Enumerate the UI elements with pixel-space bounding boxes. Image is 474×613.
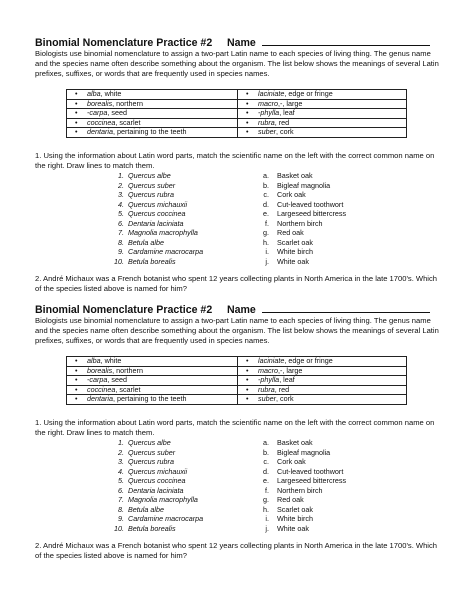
scientific-name: Quercus rubra bbox=[128, 190, 174, 199]
answer-letter: b. bbox=[263, 447, 269, 457]
answer-letter: f. bbox=[265, 485, 269, 495]
match-number: 3. bbox=[118, 457, 124, 466]
question-2: 2. André Michaux was a French botanist who spent 12 years collecting plants in North America in the late 1700's. Which of the species listed above is named for him? bbox=[35, 274, 438, 293]
question-2: 2. André Michaux was a French botanist who spent 12 years collecting plants in North America in the late 1700's. Which of the species listed above is named for him? bbox=[35, 541, 438, 560]
answer-letter: a. bbox=[263, 438, 269, 447]
worksheet-title bbox=[35, 36, 430, 49]
term-meaning: , edge or fringe bbox=[284, 89, 333, 98]
common-name: White oak bbox=[277, 256, 309, 266]
latin-term: -phylla bbox=[258, 375, 280, 384]
term-meaning: , leaf bbox=[279, 108, 295, 117]
bullet-icon: • bbox=[75, 89, 78, 98]
latin-term: rubra bbox=[258, 384, 275, 394]
name-blank[interactable] bbox=[262, 303, 430, 313]
bullet-icon: • bbox=[75, 108, 78, 117]
answer-letter: b. bbox=[263, 180, 269, 190]
bullet-icon: • bbox=[246, 394, 249, 403]
match-number: 5. bbox=[118, 476, 124, 485]
common-name: White birch bbox=[277, 514, 313, 523]
match-number: 8. bbox=[118, 237, 124, 247]
answer-letter: g. bbox=[263, 495, 269, 504]
scientific-name: Magnolia macrophylla bbox=[128, 495, 198, 504]
scientific-name: Quercus coccinea bbox=[128, 476, 186, 485]
common-name: Bigleaf magnolia bbox=[277, 447, 331, 457]
match-row bbox=[111, 457, 411, 467]
common-name: Scarlet oak bbox=[277, 237, 313, 247]
scientific-name: Quercus suber bbox=[128, 447, 176, 457]
latin-term: coccinea bbox=[87, 384, 116, 394]
bullet-icon: • bbox=[246, 108, 249, 117]
common-name: White oak bbox=[277, 523, 309, 533]
bullet-icon: • bbox=[246, 98, 249, 108]
scientific-name: Magnolia macrophylla bbox=[128, 228, 198, 237]
answer-letter: a. bbox=[263, 171, 269, 180]
common-name: Basket oak bbox=[277, 171, 313, 180]
answer-letter: j. bbox=[265, 256, 269, 266]
term-meaning: , northern bbox=[112, 365, 143, 375]
answer-letter: i. bbox=[265, 247, 269, 256]
scientific-name: Quercus michauxii bbox=[128, 199, 188, 209]
word-part-cell-right bbox=[238, 395, 407, 405]
matching-list bbox=[111, 171, 411, 266]
match-row bbox=[111, 247, 411, 257]
term-meaning: , white bbox=[100, 356, 122, 365]
latin-term: alba bbox=[87, 89, 101, 98]
answer-letter: j. bbox=[265, 523, 269, 533]
term-meaning: , edge or fringe bbox=[284, 356, 333, 365]
match-row bbox=[111, 495, 411, 505]
common-name: Red oak bbox=[277, 228, 304, 237]
common-name: Basket oak bbox=[277, 438, 313, 447]
word-part-row bbox=[67, 395, 407, 405]
common-name: Cork oak bbox=[277, 190, 306, 199]
term-meaning: , scarlet bbox=[115, 117, 141, 127]
term-meaning: , cork bbox=[275, 394, 294, 403]
common-name: Bigleaf magnolia bbox=[277, 180, 331, 190]
answer-letter: e. bbox=[263, 209, 269, 218]
latin-term: rubra bbox=[258, 117, 275, 127]
answer-letter: d. bbox=[263, 466, 269, 476]
name-label: Name bbox=[226, 37, 256, 49]
term-meaning: , red bbox=[274, 384, 290, 394]
match-number: 7. bbox=[118, 495, 124, 504]
match-row bbox=[111, 190, 411, 200]
intro-paragraph: Biologists use binomial nomenclature to assign a two-part Latin name to each species of living thing. The genus name and the species name often describe something about the organism. The list below shows the meanings of several Latin prefixes, suffixes, or words that are frequently used in species names. bbox=[35, 316, 439, 345]
scientific-name: Dentaria laciniata bbox=[128, 485, 184, 495]
bullet-icon: • bbox=[75, 356, 78, 365]
bullet-icon: • bbox=[246, 117, 249, 127]
latin-term: laciniate bbox=[258, 89, 285, 98]
bullet-icon: • bbox=[246, 127, 249, 136]
match-row bbox=[111, 486, 411, 496]
scientific-name: Quercus suber bbox=[128, 180, 176, 190]
term-meaning: , red bbox=[274, 117, 290, 127]
match-number: 6. bbox=[118, 485, 124, 495]
bullet-icon: • bbox=[246, 375, 249, 384]
scientific-name: Quercus albe bbox=[128, 171, 171, 180]
answer-letter: f. bbox=[265, 218, 269, 228]
bullet-icon: • bbox=[75, 394, 78, 403]
name-label: Name bbox=[226, 304, 256, 316]
term-meaning: , white bbox=[100, 89, 122, 98]
term-meaning: , scarlet bbox=[115, 384, 141, 394]
latin-term: -phylla bbox=[258, 108, 280, 117]
bullet-icon: • bbox=[75, 98, 78, 108]
match-row bbox=[111, 505, 411, 515]
common-name: Northern birch bbox=[277, 485, 323, 495]
bullet-icon: • bbox=[75, 375, 78, 384]
bullet-icon: • bbox=[246, 384, 249, 394]
bullet-icon: • bbox=[246, 89, 249, 98]
title-text: Binomial Nomenclature Practice #2 bbox=[35, 37, 213, 49]
term-meaning: , seed bbox=[107, 108, 127, 117]
match-row bbox=[111, 200, 411, 210]
answer-letter: d. bbox=[263, 199, 269, 209]
latin-term: macro bbox=[258, 98, 278, 108]
match-row bbox=[111, 438, 411, 448]
scientific-name: Cardamine macrocarpa bbox=[128, 247, 204, 256]
answer-letter: h. bbox=[263, 504, 269, 514]
latin-term: borealis bbox=[87, 365, 113, 375]
bullet-icon: • bbox=[75, 365, 78, 375]
scientific-name: Betula albe bbox=[128, 237, 164, 247]
common-name: Cut-leaved toothwort bbox=[277, 466, 344, 476]
match-number: 1. bbox=[118, 438, 124, 447]
worksheet-title bbox=[35, 303, 430, 316]
latin-term: macro bbox=[258, 365, 278, 375]
scientific-name: Betula borealis bbox=[128, 256, 176, 266]
match-row bbox=[111, 209, 411, 219]
bullet-icon: • bbox=[75, 117, 78, 127]
term-meaning: , cork bbox=[275, 127, 294, 136]
question-1: 1. Using the information about Latin word parts, match the scientific name on the left with the correct common name on the right. Draw lines to match them. bbox=[35, 418, 435, 437]
match-row bbox=[111, 514, 411, 524]
scientific-name: Quercus michauxii bbox=[128, 466, 188, 476]
word-part-cell-right bbox=[238, 128, 407, 138]
word-parts-table bbox=[66, 356, 407, 405]
match-row bbox=[111, 448, 411, 458]
match-row bbox=[111, 238, 411, 248]
word-part-cell-left bbox=[67, 128, 238, 138]
match-number: 7. bbox=[118, 228, 124, 237]
match-number: 9. bbox=[118, 247, 124, 256]
common-name: Cork oak bbox=[277, 457, 306, 466]
match-row bbox=[111, 467, 411, 477]
name-blank[interactable] bbox=[262, 36, 430, 46]
scientific-name: Dentaria laciniata bbox=[128, 218, 184, 228]
latin-term: dentaria bbox=[87, 394, 113, 403]
latin-term: -carpa bbox=[87, 375, 108, 384]
term-meaning: , pertaining to the teeth bbox=[112, 127, 187, 136]
match-number: 8. bbox=[118, 504, 124, 514]
answer-letter: c. bbox=[263, 457, 269, 466]
scientific-name: Quercus coccinea bbox=[128, 209, 186, 218]
term-meaning: , seed bbox=[107, 375, 127, 384]
term-meaning: , leaf bbox=[279, 375, 295, 384]
answer-letter: c. bbox=[263, 190, 269, 199]
common-name: Largeseed bittercress bbox=[277, 476, 347, 485]
scientific-name: Betula albe bbox=[128, 504, 164, 514]
scientific-name: Quercus rubra bbox=[128, 457, 174, 466]
match-number: 3. bbox=[118, 190, 124, 199]
match-row bbox=[111, 524, 411, 534]
term-meaning: , pertaining to the teeth bbox=[112, 394, 187, 403]
bullet-icon: • bbox=[246, 356, 249, 365]
term-meaning: ,-, large bbox=[277, 365, 303, 375]
word-part-row bbox=[67, 128, 407, 138]
latin-term: suber bbox=[258, 127, 276, 136]
bullet-icon: • bbox=[75, 384, 78, 394]
word-part-cell-left bbox=[67, 395, 238, 405]
match-number: 5. bbox=[118, 209, 124, 218]
common-name: Cut-leaved toothwort bbox=[277, 199, 344, 209]
match-number: 9. bbox=[118, 514, 124, 523]
scientific-name: Cardamine macrocarpa bbox=[128, 514, 204, 523]
match-row bbox=[111, 219, 411, 229]
latin-term: alba bbox=[87, 356, 101, 365]
term-meaning: ,-, large bbox=[277, 98, 303, 108]
match-number: 10. bbox=[114, 256, 124, 266]
latin-term: dentaria bbox=[87, 127, 113, 136]
answer-letter: g. bbox=[263, 228, 269, 237]
bullet-icon: • bbox=[246, 365, 249, 375]
latin-term: laciniate bbox=[258, 356, 285, 365]
latin-term: borealis bbox=[87, 98, 113, 108]
bullet-icon: • bbox=[75, 127, 78, 136]
match-number: 2. bbox=[118, 447, 124, 457]
match-row bbox=[111, 228, 411, 238]
common-name: Northern birch bbox=[277, 218, 323, 228]
latin-term: suber bbox=[258, 394, 276, 403]
title-text: Binomial Nomenclature Practice #2 bbox=[35, 304, 213, 316]
scientific-name: Quercus albe bbox=[128, 438, 171, 447]
common-name: White birch bbox=[277, 247, 313, 256]
latin-term: -carpa bbox=[87, 108, 108, 117]
matching-list bbox=[111, 438, 411, 533]
word-parts-table bbox=[66, 89, 407, 138]
question-1: 1. Using the information about Latin word parts, match the scientific name on the left with the correct common name on the right. Draw lines to match them. bbox=[35, 151, 435, 170]
match-number: 2. bbox=[118, 180, 124, 190]
match-number: 4. bbox=[118, 466, 124, 476]
answer-letter: i. bbox=[265, 514, 269, 523]
common-name: Largeseed bittercress bbox=[277, 209, 347, 218]
match-number: 6. bbox=[118, 218, 124, 228]
match-row bbox=[111, 171, 411, 181]
match-row bbox=[111, 476, 411, 486]
term-meaning: , northern bbox=[112, 98, 143, 108]
match-row bbox=[111, 257, 411, 267]
match-row bbox=[111, 181, 411, 191]
common-name: Red oak bbox=[277, 495, 304, 504]
scientific-name: Betula borealis bbox=[128, 523, 176, 533]
common-name: Scarlet oak bbox=[277, 504, 313, 514]
match-number: 4. bbox=[118, 199, 124, 209]
match-number: 1. bbox=[118, 171, 124, 180]
answer-letter: h. bbox=[263, 237, 269, 247]
answer-letter: e. bbox=[263, 476, 269, 485]
match-number: 10. bbox=[114, 523, 124, 533]
intro-paragraph: Biologists use binomial nomenclature to assign a two-part Latin name to each species of living thing. The genus name and the species name often describe something about the organism. The list below shows the meanings of several Latin prefixes, suffixes, or words that are frequently used in species names. bbox=[35, 49, 439, 78]
latin-term: coccinea bbox=[87, 117, 116, 127]
